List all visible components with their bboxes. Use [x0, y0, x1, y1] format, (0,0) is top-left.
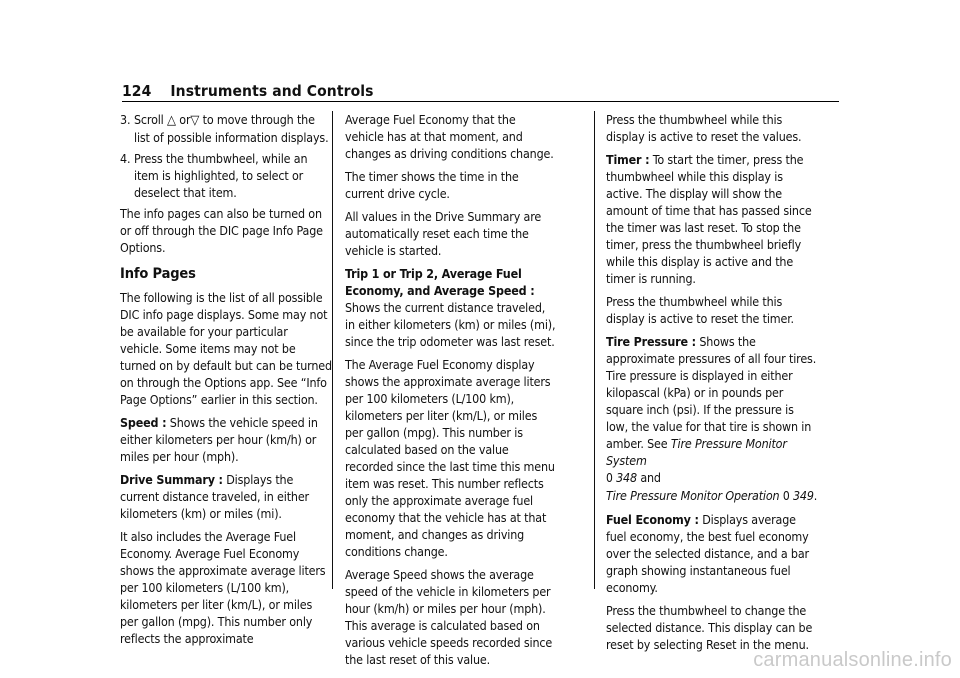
- cross-reference-link[interactable]: Tire Pressure Monitor Operation: [606, 488, 780, 503]
- column-2: [345, 111, 557, 674]
- term-text: To start the timer, press the thumbwheel while this display is active. The display will show the amount of time that has passed since the timer was last reset. To stop the timer, press the thumbwheel briefly while this display is active and the timer is running.: [606, 152, 812, 286]
- page-section-title: Instruments and Controls: [170, 82, 374, 100]
- list-number: 4.: [120, 151, 131, 166]
- page-reference-link[interactable]: 348: [616, 470, 637, 485]
- column-divider-2: [594, 111, 595, 589]
- paragraph: It also includes the Average Fuel Economy. Average Fuel Economy shows the approximate average liters per 100 kilometers (L/100 km), kilometers per liter (km/L), or miles per gallon (mpg). This number only reflects the approximate: [120, 529, 326, 646]
- definition-fuel-economy: [606, 511, 818, 596]
- term-text: Shows the vehicle speed in either kilometers per hour (km/h) or miles per hour (mph).: [120, 415, 318, 464]
- paragraph: All values in the Drive Summary are automatically reset each time the vehicle is started.: [345, 209, 542, 258]
- page-reference-icon: 0: [606, 471, 613, 485]
- term-label: Fuel Economy :: [606, 512, 699, 527]
- page-reference-icon: 0: [782, 489, 790, 503]
- term-text: Shows the current distance traveled, in either kilometers (km) or miles (mi), since the trip odometer was last reset.: [345, 300, 556, 349]
- definition-tire-pressure: [606, 333, 818, 505]
- page-number: 124: [122, 82, 152, 100]
- section-heading: Info Pages: [120, 266, 196, 282]
- term-text: .: [813, 488, 818, 503]
- paragraph: Average Speed shows the average speed of the vehicle in kilometers per hour (km/h) or miles per hour (mph). This average is calculated based on various vehicle speeds recorded since the last reset of this value.: [345, 567, 553, 667]
- list-text: Scroll: [134, 112, 164, 127]
- list-text: Press the thumbwheel, while an item is highlighted, to select or deselect that item.: [134, 151, 308, 200]
- list-number: 3.: [120, 112, 131, 127]
- definition-drive-summary: [120, 471, 332, 522]
- column-1: [120, 111, 332, 653]
- paragraph: The timer shows the time in the current drive cycle.: [345, 169, 519, 201]
- term-text: Displays the current distance traveled, in either kilometers (km) or miles (mi).: [120, 472, 309, 521]
- paragraph: The following is the list of all possible DIC info page displays. Some may not be available for your particular vehicle. Some items may not be turned on by default but can be turned on through the Options app. See “Info Page Options” earlier in this section.: [120, 290, 332, 407]
- paragraph: Press the thumbwheel while this display is active to reset the values.: [606, 112, 802, 144]
- term-text: Displays average fuel economy, the best fuel economy over the selected distance, and a bar graph showing instantaneous fuel economy.: [606, 512, 809, 595]
- list-item-4: [120, 150, 332, 201]
- term-label: Timer :: [606, 152, 650, 167]
- term-label: Tire Pressure :: [606, 334, 696, 349]
- term-text: Shows the approximate pressures of all four tires. Tire pressure is displayed in either kilopascal (kPa) or in pounds per square inch (psi). If the pressure is low, the value for that tire is shown in amber. See: [606, 334, 817, 451]
- scroll-up-icon: △: [167, 113, 176, 128]
- header-rule: [122, 101, 839, 102]
- paragraph: Press the thumbwheel while this display is active to reset the timer.: [606, 294, 794, 326]
- list-item-3: [120, 111, 332, 146]
- column-divider-1: [332, 111, 333, 589]
- paragraph: Average Fuel Economy that the vehicle has at that moment, and changes as driving conditions change.: [345, 112, 554, 161]
- definition-trip: [345, 265, 557, 350]
- page-reference-link[interactable]: 349: [792, 488, 814, 503]
- term-label: Drive Summary :: [120, 472, 223, 487]
- list-text: or: [179, 112, 191, 127]
- definition-speed: [120, 414, 332, 465]
- paragraph: The Average Fuel Economy display shows the approximate average liters per 100 kilometers (L/100 km), kilometers per liter (km/L), or miles per gallon (mpg). This number is calculated based on the value recorded since the last time this menu item was reset. This number reflects only the approximate average fuel economy that the vehicle has at that moment, and changes as driving conditions change.: [345, 357, 555, 559]
- definition-timer: [606, 151, 818, 287]
- term-label: Trip 1 or Trip 2, Average Fuel Economy, and Average Speed :: [345, 266, 535, 298]
- term-text: and: [640, 470, 661, 485]
- list-text: to move through the list of possible information displays.: [134, 112, 329, 145]
- page-header: [122, 82, 374, 100]
- paragraph: Press the thumbwheel to change the selected distance. This display can be reset by selecting Reset in the menu.: [606, 603, 813, 652]
- column-3: [606, 111, 818, 659]
- paragraph: The info pages can also be turned on or off through the DIC page Info Page Options.: [120, 206, 323, 255]
- cross-reference-link[interactable]: Tire Pressure Monitor System: [606, 436, 787, 468]
- scroll-down-icon: ▽: [190, 113, 200, 128]
- term-label: Speed :: [120, 415, 167, 430]
- watermark: carmanualsonline.info: [753, 649, 952, 671]
